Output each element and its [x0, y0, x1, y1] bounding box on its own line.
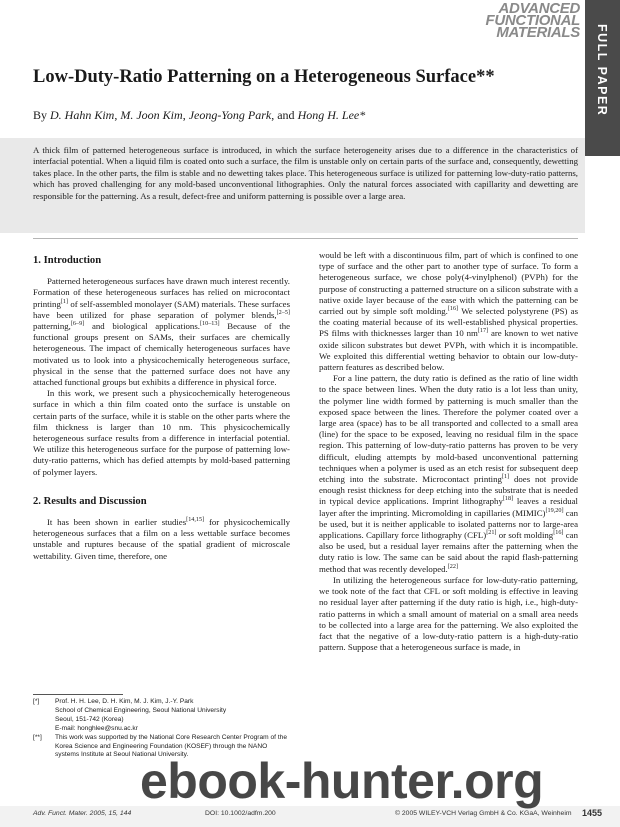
journal-logo-line3: MATERIALS — [496, 24, 580, 41]
citation-ref: [2–5] — [276, 308, 290, 316]
watermark: ebook-hunter.org — [140, 753, 544, 809]
footer-citation: Adv. Funct. Mater. 2005, 15, 144 — [33, 810, 132, 817]
section-divider — [33, 238, 578, 239]
intro-paragraph-1 — [33, 276, 290, 388]
footnote-rule — [33, 694, 123, 695]
introduction-heading: 1. Introduction — [33, 255, 102, 266]
citation-ref: [16] — [447, 305, 459, 313]
abstract: A thick film of patterned heterogeneous surface is introduced, in which the surface heterogeneity arises due to a difference in the characteristics of interfacial potential. When a liquid film is coated onto such a surface, the film is unstable only on certain parts of the surface and, consequently, dewetting takes place. In the other parts, the film is stable and no dewetting takes place. This heterogeneous surface is utilized for patterning low-duty-ratio patterns, which has proved challenging for any mold-based unconventional lithographies. Only the natural forces associated with capillarity and dewetting are responsible for the patterning. As a result, defect-free and uniform patterning is possible over a large area. — [33, 145, 578, 201]
text-run: For a line pattern, the duty ratio is defined as the ratio of line width to the space between lines. When the duty ratio is a lot less than unity, the polymer line width formed by patterning is much smaller than the exposed space between the lines. Therefore the polymer coated over a large area (space) has to be all transported and collected to a small area (line) for the space to be exposed, leaving no residual film in the space region. This patterning of low-duty-ratio patterns has proven to be very difficult, eluding attempts by mold-based unconventional patterning techniques when a polymer is used as an etch resist for subsequent deep etching into the substrate. Microcontact printing — [319, 373, 578, 485]
intro-paragraph-2: In this work, we present such a physicochemically heterogeneous surface in which a thin film coated onto the surface is unstable on certain parts of the surface, while it is stable on the other parts where the film thickness is larger than 10 nm. This physicochemically heterogeneous surface results from a difference in interfacial potential. We utilize this heterogeneous surface for the purpose of patterning low-duty-ratio patterns, which has defied attempts by mold-based patterning of polymer layers. — [33, 388, 290, 477]
text-run: It has been shown in earlier studies — [47, 517, 187, 528]
text-run: leaves a residual layer after the imprinting. Micromolding in capillaries (MIMIC) — [319, 496, 578, 518]
text-run: We selected polystyrene (PS) as the coating material because of its well-established physical properties. PS films with thicknesses larger than 10 nm — [319, 306, 578, 339]
text-run: are known to wet native oxide silicon substrates but dewet PVPh, with which it is incompatible. We exploited this differential wetting behavior to obtain our low-duty-pattern features as described below. — [319, 328, 578, 373]
footnote-mark: [**] — [33, 733, 42, 741]
results-heading: 2. Results and Discussion — [33, 495, 147, 507]
citation-ref: [19,20] — [545, 506, 564, 514]
journal-logo — [472, 0, 580, 41]
author-2: M. Joon Kim — [120, 108, 183, 122]
citation-ref: [22] — [447, 562, 459, 570]
footnote-body: This work was supported by the National Core Research Center Program of the Korea Science and Engineering Foundation (KOSEF) through the NANO systems Institute at Seoul National University. — [55, 733, 287, 759]
footnote-body — [55, 698, 226, 734]
journal-logo-line1: ADVANCED — [498, 0, 580, 17]
citation-ref: [14,15] — [186, 516, 205, 524]
text-run: patterning, — [33, 321, 71, 332]
article-title: Low-Duty-Ratio Patterning on a Heterogeneous Surface** — [33, 67, 495, 87]
citation-ref: [6–9] — [70, 320, 85, 328]
text-run: or soft molding — [496, 530, 554, 541]
text-run: would be left with a discontinuous film, part of which is confined to one type of surface and the other part to another type of surface. To form a heterogeneous surface, we chose poly(4-vinylphenol) (PVPh) for the purpose of constructing a patterned structure on a silicon substrate with a native oxide layer because of the ease with which the patterning can be carried out by simple soft molding. — [319, 250, 578, 317]
page-number: 1455 — [582, 808, 603, 818]
journal-logo-line2: FUNCTIONAL — [485, 12, 580, 29]
right-column — [319, 250, 578, 653]
right-paragraph-2 — [319, 373, 578, 575]
citation-ref: [1] — [501, 473, 510, 481]
footnote-line: Seoul, 151-742 (Korea) — [55, 715, 124, 723]
author-line — [33, 108, 553, 123]
text-run: does not provide enough resist thickness for deep etching into the substrate that is needed in typical device applications. Imprint lithography — [319, 474, 578, 507]
citation-ref: [18] — [502, 495, 514, 503]
citation-ref: [21] — [486, 529, 497, 537]
author-separator: , and — [271, 108, 298, 122]
side-tab-label: FULL PAPER — [595, 24, 609, 117]
citation-ref: [1] — [60, 297, 69, 305]
right-paragraph-3: In utilizing the heterogeneous surface for low-duty-ratio patterning, we took note of the fact that CFL or soft molding is effective in leaving no residual layer after patterning if the duty ratio is high, i.e., high-duty-ratio patterns in which a small amount of material on a small area needs to be collected into a large area for the patterning. We also exploited the fact that the negative of a low-duty-ratio pattern is a high-duty-ratio pattern. Suppose that a heterogeneous surface is made, in — [319, 574, 578, 653]
text-run: Because of the functional groups present on SAMs, their surfaces are chemically heterogeneous. The impact of chemically heterogeneous surfaces have motivated us to look into a physicochemically heterogeneous surface, physical in the sense that the patterned surface does not have any attached functional groups but exhibits a difference in physical force. — [33, 321, 291, 388]
author-separator: , — [182, 108, 189, 122]
footnote-email: E-mail: honghlee@snu.ac.kr — [55, 724, 138, 732]
footnotes — [33, 698, 293, 760]
right-paragraph-1 — [319, 250, 578, 373]
text-run: Patterned heterogeneous surfaces have drawn much interest recently. Formation of these heterogeneous surfaces has relied on microcontact printing — [33, 276, 290, 309]
footnote-line: Prof. H. H. Lee, D. H. Kim, M. J. Kim, J.-Y. Park — [55, 698, 194, 705]
text-run: can also be used, but a residual layer remains after the patterning when the duty ratio is low. The same can be said about the rapid flash-patterning method that was recently developed. — [319, 530, 578, 574]
full-paper-side-tab — [585, 0, 620, 156]
footnote-line: School of Chemical Engineering, Seoul National University — [55, 706, 227, 714]
text-run: of self-assembled monolayer (SAM) materials. These surfaces have been utilized for phase separation of polymer blends, — [33, 298, 290, 320]
citation-ref: [10–13] — [199, 320, 220, 328]
author-1: D. Hahn Kim — [50, 108, 115, 122]
citation-ref: [17] — [477, 327, 489, 335]
author-separator: , — [114, 108, 121, 122]
author-4: Hong H. Lee* — [297, 108, 366, 122]
left-column — [33, 250, 290, 562]
footer-doi: DOI: 10.1002/adfm.200 — [205, 810, 276, 817]
author-3: Jeong-Yong Park — [188, 108, 272, 122]
text-run: for physicochemically heterogeneous surfaces that a film on a less wettable surface becomes unstable and ruptures because of the spatial gradient of microscale wettability. Given time, therefore, one — [33, 517, 290, 561]
footer-copyright: © 2005 WILEY-VCH Verlag GmbH & Co. KGaA, Weinheim — [395, 810, 572, 817]
results-paragraph-1 — [33, 517, 290, 562]
by-label: By — [33, 108, 51, 122]
footnote-affiliation — [33, 698, 293, 734]
footnote-mark: [*] — [33, 698, 40, 705]
text-run: can be used, but it is neither applicable to isolated patterns nor to large-area applications. Capillary force lithography (CFL) — [319, 507, 578, 541]
text-run: and biological applications. — [84, 321, 200, 332]
citation-ref: [16] — [553, 529, 564, 537]
